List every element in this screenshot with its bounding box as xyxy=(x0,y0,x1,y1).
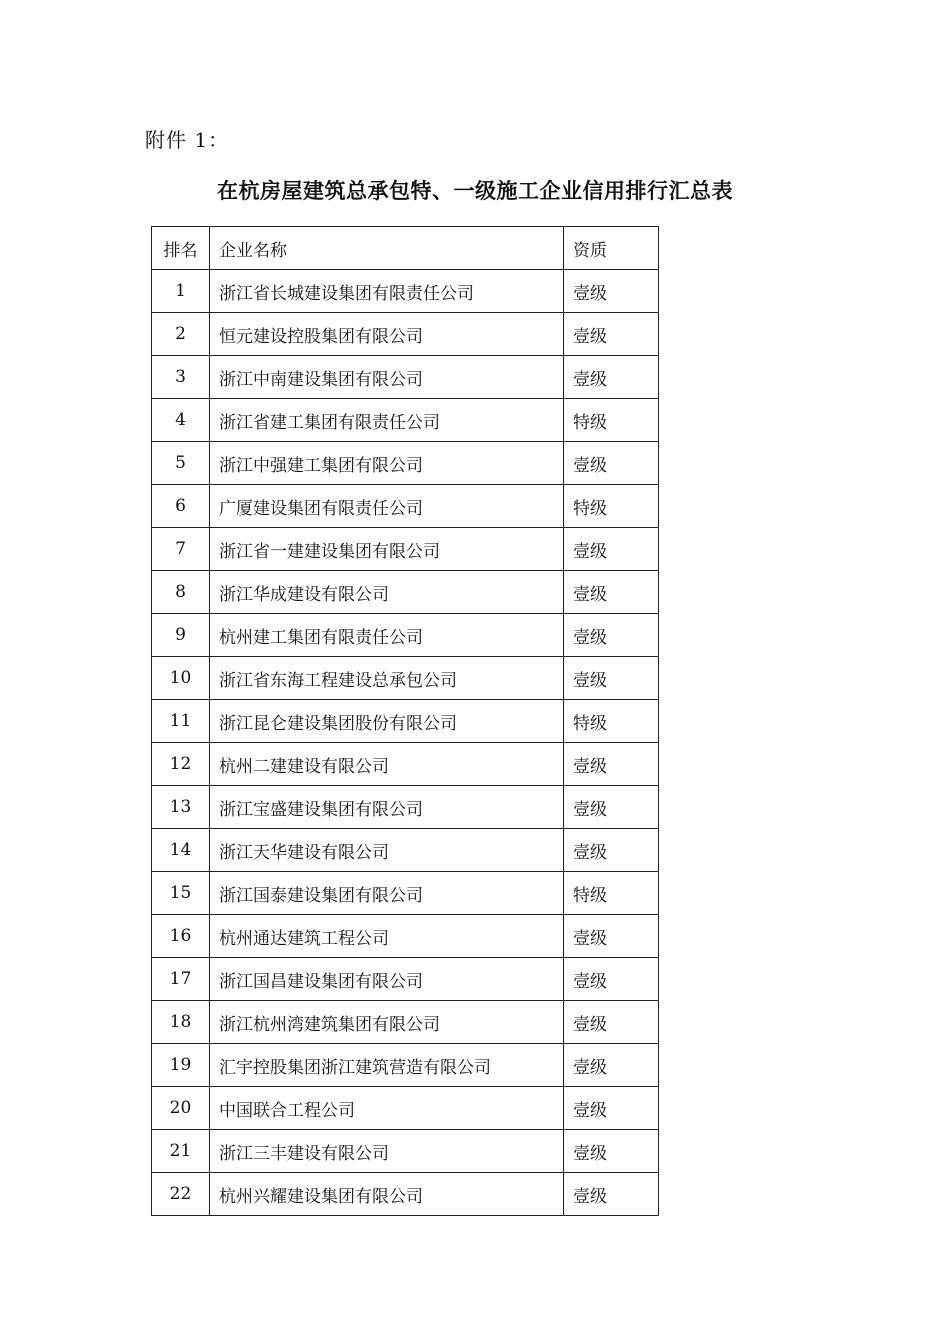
cell-company-name: 浙江华成建设有限公司 xyxy=(210,571,564,614)
cell-rank: 21 xyxy=(152,1130,210,1173)
cell-rank: 2 xyxy=(152,313,210,356)
cell-qualification: 壹级 xyxy=(564,829,659,872)
cell-qualification: 壹级 xyxy=(564,356,659,399)
cell-rank: 9 xyxy=(152,614,210,657)
cell-company-name: 中国联合工程公司 xyxy=(210,1087,564,1130)
cell-qualification: 特级 xyxy=(564,399,659,442)
table-row xyxy=(152,657,659,700)
table-row xyxy=(152,270,659,313)
document-title: 在杭房屋建筑总承包特、一级施工企业信用排行汇总表 xyxy=(217,178,733,203)
cell-qualification: 壹级 xyxy=(564,657,659,700)
cell-qualification: 壹级 xyxy=(564,528,659,571)
cell-rank: 18 xyxy=(152,1001,210,1044)
cell-company-name: 杭州兴耀建设集团有限公司 xyxy=(210,1173,564,1216)
table-row xyxy=(152,614,659,657)
cell-company-name: 杭州建工集团有限责任公司 xyxy=(210,614,564,657)
cell-rank: 19 xyxy=(152,1044,210,1087)
cell-rank: 3 xyxy=(152,356,210,399)
cell-qualification: 壹级 xyxy=(564,1001,659,1044)
cell-qualification: 特级 xyxy=(564,700,659,743)
cell-qualification: 壹级 xyxy=(564,571,659,614)
cell-qualification: 特级 xyxy=(564,872,659,915)
table-row xyxy=(152,958,659,1001)
cell-qualification: 壹级 xyxy=(564,1130,659,1173)
table-body xyxy=(152,270,659,1216)
cell-company-name: 浙江中南建设集团有限公司 xyxy=(210,356,564,399)
cell-rank: 1 xyxy=(152,270,210,313)
table-row xyxy=(152,313,659,356)
cell-company-name: 汇宇控股集团浙江建筑营造有限公司 xyxy=(210,1044,564,1087)
cell-rank: 11 xyxy=(152,700,210,743)
cell-qualification: 壹级 xyxy=(564,313,659,356)
cell-company-name: 浙江天华建设有限公司 xyxy=(210,829,564,872)
cell-rank: 14 xyxy=(152,829,210,872)
cell-company-name: 杭州二建建设有限公司 xyxy=(210,743,564,786)
table-row xyxy=(152,872,659,915)
cell-qualification: 壹级 xyxy=(564,915,659,958)
table-row xyxy=(152,915,659,958)
cell-qualification: 壹级 xyxy=(564,270,659,313)
cell-rank: 16 xyxy=(152,915,210,958)
cell-rank: 4 xyxy=(152,399,210,442)
cell-rank: 15 xyxy=(152,872,210,915)
cell-qualification: 壹级 xyxy=(564,958,659,1001)
cell-company-name: 浙江杭州湾建筑集团有限公司 xyxy=(210,1001,564,1044)
cell-qualification: 特级 xyxy=(564,485,659,528)
cell-rank: 20 xyxy=(152,1087,210,1130)
table-row xyxy=(152,786,659,829)
cell-qualification: 壹级 xyxy=(564,1173,659,1216)
cell-qualification: 壹级 xyxy=(564,743,659,786)
cell-rank: 17 xyxy=(152,958,210,1001)
cell-rank: 6 xyxy=(152,485,210,528)
cell-company-name: 浙江中强建工集团有限公司 xyxy=(210,442,564,485)
cell-company-name: 广厦建设集团有限责任公司 xyxy=(210,485,564,528)
cell-company-name: 浙江三丰建设有限公司 xyxy=(210,1130,564,1173)
cell-qualification: 壹级 xyxy=(564,786,659,829)
table-row xyxy=(152,1130,659,1173)
table-row xyxy=(152,571,659,614)
header-qualification: 资质 xyxy=(564,227,659,270)
cell-company-name: 浙江昆仑建设集团股份有限公司 xyxy=(210,700,564,743)
table-row xyxy=(152,399,659,442)
cell-company-name: 浙江省长城建设集团有限责任公司 xyxy=(210,270,564,313)
table-row xyxy=(152,1173,659,1216)
cell-rank: 22 xyxy=(152,1173,210,1216)
table-row xyxy=(152,442,659,485)
table-row xyxy=(152,1087,659,1130)
table-row xyxy=(152,1001,659,1044)
table-row xyxy=(152,829,659,872)
header-company-name: 企业名称 xyxy=(210,227,564,270)
table-row xyxy=(152,356,659,399)
cell-company-name: 浙江省建工集团有限责任公司 xyxy=(210,399,564,442)
cell-company-name: 浙江国泰建设集团有限公司 xyxy=(210,872,564,915)
cell-company-name: 浙江省东海工程建设总承包公司 xyxy=(210,657,564,700)
ranking-table xyxy=(151,226,659,1216)
table-row xyxy=(152,1044,659,1087)
attachment-label: 附件 1： xyxy=(145,128,230,152)
table-header-row xyxy=(152,227,659,270)
table-row xyxy=(152,485,659,528)
table-row xyxy=(152,743,659,786)
cell-qualification: 壹级 xyxy=(564,442,659,485)
cell-company-name: 浙江宝盛建设集团有限公司 xyxy=(210,786,564,829)
cell-rank: 10 xyxy=(152,657,210,700)
cell-company-name: 恒元建设控股集团有限公司 xyxy=(210,313,564,356)
cell-qualification: 壹级 xyxy=(564,1087,659,1130)
cell-company-name: 浙江省一建建设集团有限公司 xyxy=(210,528,564,571)
cell-rank: 12 xyxy=(152,743,210,786)
cell-rank: 8 xyxy=(152,571,210,614)
header-rank: 排名 xyxy=(152,227,210,270)
cell-qualification: 壹级 xyxy=(564,614,659,657)
cell-rank: 13 xyxy=(152,786,210,829)
cell-rank: 5 xyxy=(152,442,210,485)
cell-company-name: 浙江国昌建设集团有限公司 xyxy=(210,958,564,1001)
cell-qualification: 壹级 xyxy=(564,1044,659,1087)
table-row xyxy=(152,528,659,571)
cell-rank: 7 xyxy=(152,528,210,571)
table-row xyxy=(152,700,659,743)
cell-company-name: 杭州通达建筑工程公司 xyxy=(210,915,564,958)
